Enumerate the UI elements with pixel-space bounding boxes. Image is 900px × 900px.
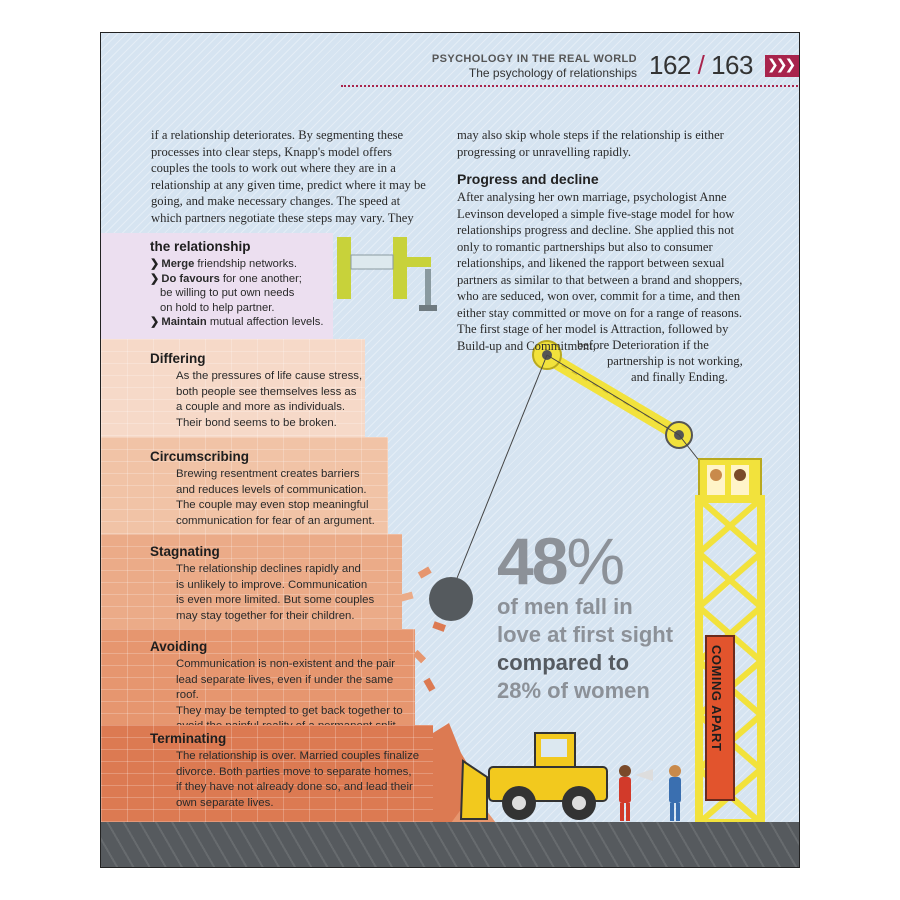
stage-description: Communication is non-existent and the pair lead separate lives, even if under the same roof. They may be tempted to get back together to [176,658,403,717]
stage-bonding [101,233,333,339]
list-item: ❯ Maintain mutual affection levels. [150,316,324,328]
stage-avoiding [101,629,415,725]
ground-strip [101,822,800,868]
clamp-illustration [337,237,437,311]
running-head-series: PSYCHOLOGY IN THE REAL WORLD [431,53,637,65]
intro-column-right: may also skip whole steps if the relationship is either progressing or unravelling rapidly. [457,128,724,159]
chevron-icon: ❯ [150,272,160,285]
stage-description: As the pressures of life cause stress, both people see themselves less as a couple and more as individuals. Their bond seems to be broken. [176,370,363,429]
stat-line-1: of men fall in [497,594,633,619]
stage-title: Terminating [150,731,227,746]
stage-title: Circumscribing [150,449,250,464]
stat-line-4: 28% of women [497,678,650,703]
progress-tail-2: partnership is not working, [607,354,743,368]
list-item: on hold to help partner. [160,301,275,314]
section-heading: Progress and decline [457,171,599,187]
stage-stagnating [101,534,402,629]
intro-column-left: if a relationship deteriorates. By segmenting these processes into clear steps, Knapp's model offers couples the tools to work out where they are in a relationship at any given time, predict where it may be going, and make necessary changes. The speed at which partners negotiate these steps may vary. They [151,128,426,225]
list-item: ❯ Do favours for one another; [150,272,302,285]
stage-title: the relationship [150,239,251,254]
stage-circumscribing [101,437,388,534]
page-left-number: 162 [649,50,691,80]
stage-title: Differing [150,351,206,366]
list-item: be willing to put own needs [160,287,295,299]
book-page [100,32,800,868]
stage-differing [101,339,365,437]
stat-line-2: love at first sight [497,622,674,647]
stage-description: The relationship declines rapidly and is unlikely to improve. Communication is even more limited. But some couples may stay together for their children. [176,563,375,622]
progress-tail-3: and finally Ending. [631,370,728,384]
stage-description: Brewing resentment creates barriers and reduces levels of communication. The couple may even stop meaningful communication for fear of an argument. [176,468,375,527]
page-separator: / [697,50,705,80]
list-item: ❯ Merge friendship networks. [150,258,297,270]
stage-description: The relationship is over. Married couples finalize divorce. Both parties move to separate homes, if they have not already done so, and lead their own separate lives. [176,750,420,809]
worker-illustration [619,765,681,821]
coming-apart-sign: COMING APART [705,635,735,801]
chevrons-icon: ❯❯❯ [767,57,794,73]
bonding-list [150,257,323,330]
stage-terminating [101,725,433,823]
running-head-subtitle: The psychology of relationships [468,66,637,80]
progress-body: After analysing her own marriage, psychologist Anne Levinson developed a simple five-stage model for how relationships progress and decline. She applied this not only to romantic partnerships but also to consumer relationships, and likened the rapport between sexual partners as similar to that between a brand and shoppers, who are seduced, won over, commit for a time, and then either stay committed or move on for a range of reasons. The first stage of her model is Attraction, followed by Build-up and Commitment, [457,190,743,353]
stage-title: Avoiding [150,639,208,654]
page-right-number: 163 [711,50,753,80]
progress-tail-1: before Deterioration if the [577,338,709,352]
stat-line-3: compared to [497,650,630,675]
chevron-icon: ❯ [150,258,160,270]
stage-title: Stagnating [150,544,220,559]
bulldozer-illustration [461,733,607,820]
stat-number: 48% [497,524,624,598]
chevron-icon: ❯ [150,316,160,328]
